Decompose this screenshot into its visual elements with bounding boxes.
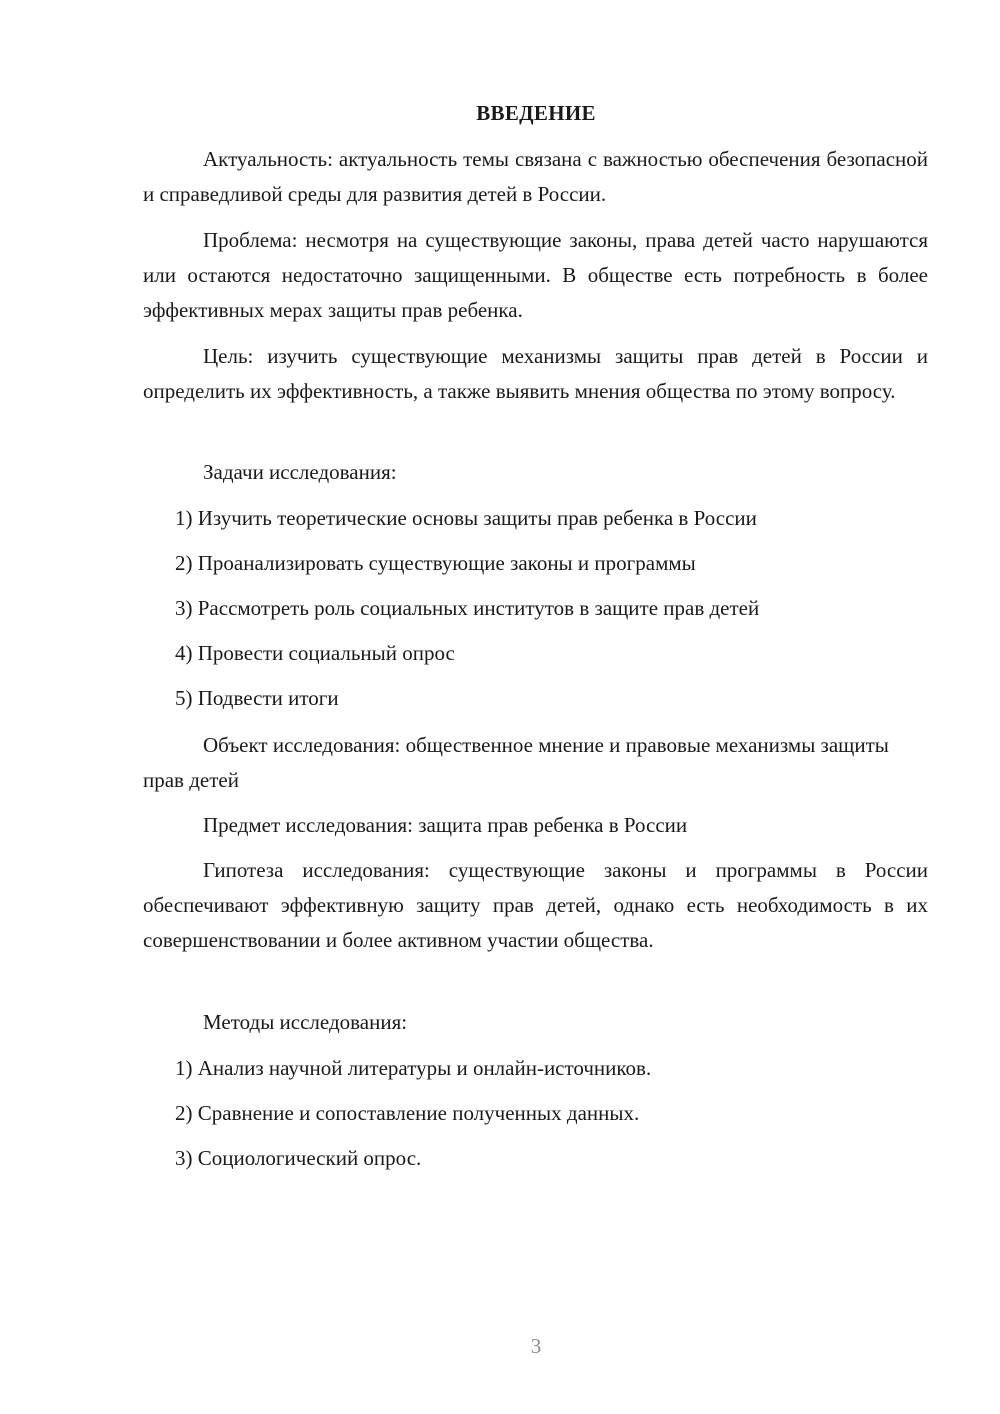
- task-item: 2) Проанализировать существующие законы и программы: [175, 551, 696, 575]
- section-title: ВВЕДЕНИЕ: [476, 101, 596, 125]
- paragraph-subject: Предмет исследования: защита прав ребенка в России: [203, 813, 688, 837]
- paragraph-goal: Цель: изучить существующие механизмы защиты прав детей в России и определить их эффективность, а также выявить мнения общества по этому вопросу.: [143, 344, 928, 403]
- task-item: 5) Подвести итоги: [175, 686, 339, 710]
- paragraph-hypothesis: Гипотеза исследования: существующие законы и программы в России обеспечивают эффективную защиту прав детей, однако есть необходимость в их совершенствовании и более активном участии общества.: [143, 858, 928, 952]
- method-item: 1) Анализ научной литературы и онлайн-источников.: [175, 1056, 652, 1080]
- paragraph-relevance: Актуальность: актуальность темы связана с важностью обеспечения безопасной и справедливой среды для развития детей в России.: [143, 147, 928, 206]
- task-item: 3) Рассмотреть роль социальных институтов в защите прав детей: [175, 596, 760, 620]
- page-number: 3: [530, 1334, 542, 1358]
- paragraph-problem: Проблема: несмотря на существующие законы, права детей часто нарушаются или остаются недостаточно защищенными. В обществе есть потребность в более эффективных мерах защиты прав ребенка.: [143, 228, 928, 322]
- method-item: 3) Социологический опрос.: [175, 1146, 422, 1170]
- methods-heading: Методы исследования:: [203, 1010, 408, 1034]
- tasks-heading: Задачи исследования:: [203, 460, 397, 484]
- task-item: 4) Провести социальный опрос: [175, 641, 455, 665]
- method-item: 2) Сравнение и сопоставление полученных данных.: [175, 1101, 640, 1125]
- paragraph-object: Объект исследования: общественное мнение и правовые механизмы защиты прав детей: [143, 733, 889, 792]
- task-item: 1) Изучить теоретические основы защиты прав ребенка в России: [175, 506, 757, 530]
